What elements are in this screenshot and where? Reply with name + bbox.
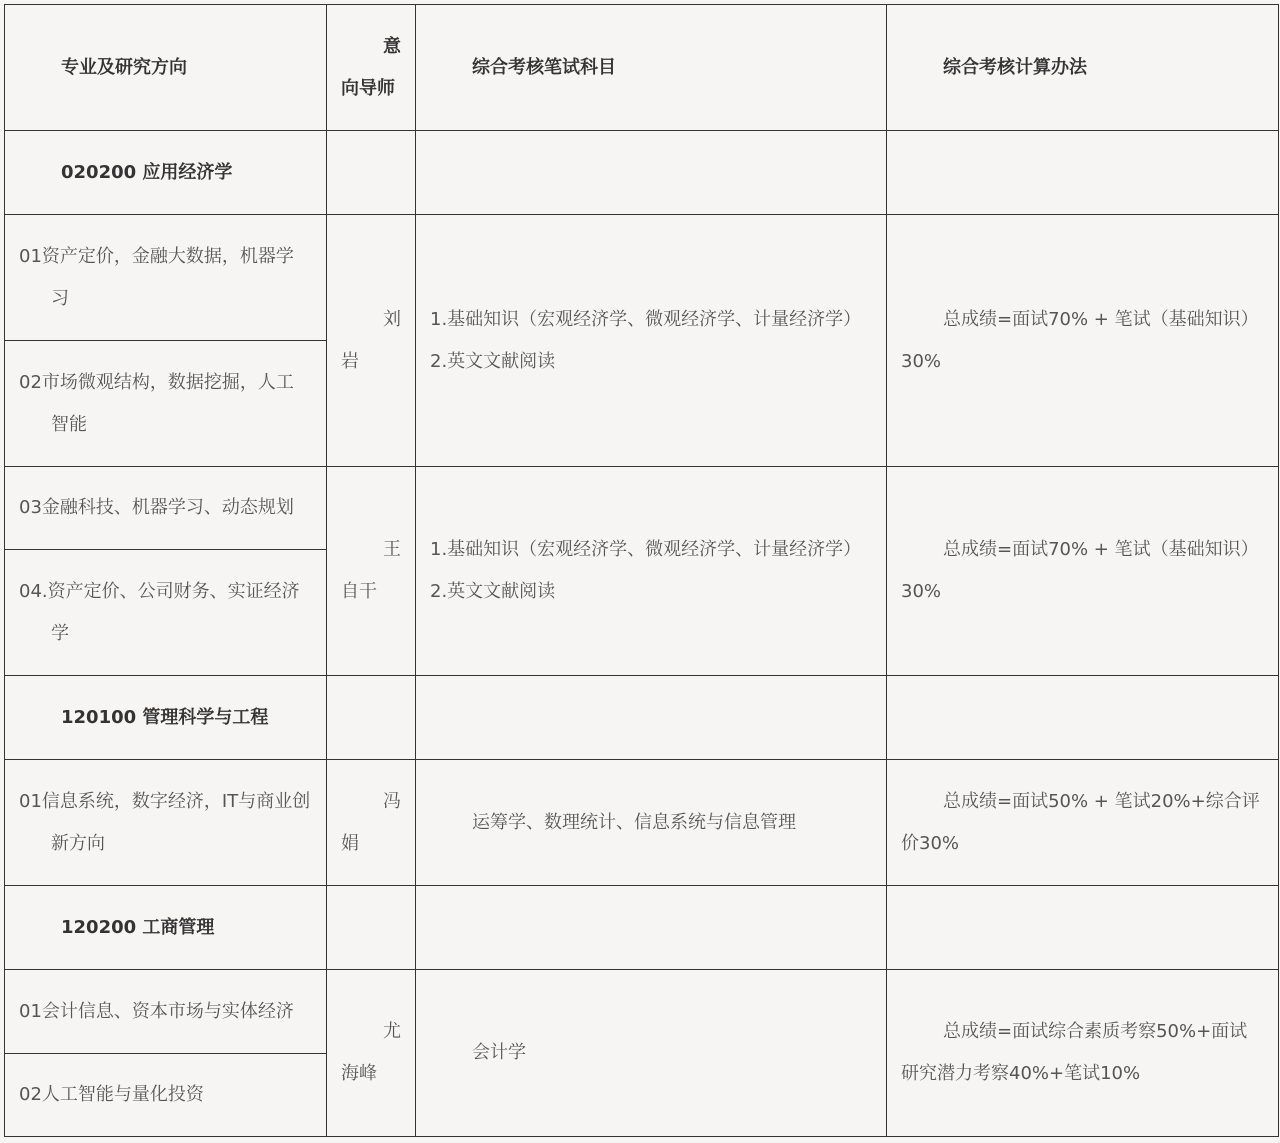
direction-text-cont: 学 bbox=[51, 622, 69, 644]
method-line2: 价30% bbox=[901, 832, 960, 854]
empty-cell bbox=[887, 676, 1279, 760]
direction-text-cont: 习 bbox=[51, 287, 69, 309]
empty-cell bbox=[416, 676, 887, 760]
direction-row bbox=[5, 467, 1279, 550]
direction-text: 02市场微观结构，数据挖掘，人工 bbox=[19, 371, 294, 393]
direction-row bbox=[5, 215, 1279, 341]
mentor-cell bbox=[327, 467, 416, 676]
header-mentor-line1: 意 bbox=[383, 35, 401, 57]
major-name: 120200 工商管理 bbox=[5, 886, 327, 970]
direction-text: 04.资产定价、公司财务、实证经济 bbox=[19, 580, 300, 602]
empty-cell bbox=[887, 131, 1279, 215]
direction-text: 01会计信息、资本市场与实体经济 bbox=[19, 1000, 294, 1022]
mentor-name-line2: 岩 bbox=[341, 350, 359, 372]
empty-cell bbox=[327, 676, 416, 760]
mentor-name-line1: 尤 bbox=[383, 1021, 401, 1042]
mentor-name-line1: 冯 bbox=[383, 790, 401, 812]
direction-text: 01资产定价，金融大数据，机器学 bbox=[19, 245, 294, 267]
direction-cell bbox=[5, 760, 327, 886]
exam-cell bbox=[416, 970, 887, 1137]
empty-cell bbox=[416, 131, 887, 215]
exam-line2: 2.英文文献阅读 bbox=[430, 350, 556, 372]
header-row bbox=[5, 5, 1279, 131]
major-name: 020200 应用经济学 bbox=[5, 131, 327, 215]
exam-line1: 运筹学、数理统计、信息系统与信息管理 bbox=[472, 811, 796, 833]
major-row bbox=[5, 886, 1279, 970]
exam-line2: 2.英文文献阅读 bbox=[430, 581, 556, 602]
exam-cell bbox=[416, 467, 887, 676]
header-exam: 综合考核笔试科目 bbox=[416, 5, 887, 131]
method-cell bbox=[887, 215, 1279, 467]
direction-text: 02人工智能与量化投资 bbox=[19, 1084, 204, 1105]
empty-cell bbox=[416, 886, 887, 970]
mentor-cell bbox=[327, 215, 416, 467]
method-line1: 总成绩=面试70% + 笔试（基础知识） bbox=[943, 539, 1259, 560]
direction-text: 01信息系统，数字经济，IT与商业创 bbox=[19, 790, 311, 812]
header-direction: 专业及研究方向 bbox=[5, 5, 327, 131]
direction-cell bbox=[5, 1054, 327, 1137]
method-line1: 总成绩=面试50% + 笔试20%+综合评 bbox=[943, 790, 1260, 812]
header-mentor bbox=[327, 5, 416, 131]
empty-cell bbox=[327, 886, 416, 970]
direction-row bbox=[5, 760, 1279, 886]
direction-text-cont: 智能 bbox=[51, 413, 87, 435]
major-row bbox=[5, 676, 1279, 760]
direction-cell bbox=[5, 467, 327, 550]
method-line1: 总成绩=面试70% + 笔试（基础知识） bbox=[943, 308, 1259, 330]
method-cell bbox=[887, 760, 1279, 886]
exam-cell bbox=[416, 760, 887, 886]
method-line2: 30% bbox=[901, 581, 942, 602]
mentor-cell bbox=[327, 970, 416, 1137]
method-cell bbox=[887, 467, 1279, 676]
exam-line1: 会计学 bbox=[472, 1042, 526, 1063]
empty-cell bbox=[887, 886, 1279, 970]
direction-text: 03金融科技、机器学习、动态规划 bbox=[19, 497, 294, 518]
direction-cell bbox=[5, 550, 327, 676]
mentor-cell bbox=[327, 760, 416, 886]
direction-cell bbox=[5, 341, 327, 467]
admission-table bbox=[4, 4, 1279, 1137]
mentor-name-line2: 自干 bbox=[341, 581, 377, 602]
mentor-name-line2: 海峰 bbox=[341, 1063, 377, 1084]
direction-text-cont: 新方向 bbox=[51, 832, 105, 854]
exam-line1: 1.基础知识（宏观经济学、微观经济学、计量经济学） bbox=[430, 308, 862, 330]
direction-cell bbox=[5, 970, 327, 1054]
mentor-name-line1: 刘 bbox=[383, 308, 401, 330]
method-cell bbox=[887, 970, 1279, 1137]
exam-cell bbox=[416, 215, 887, 467]
method-line1: 总成绩=面试综合素质考察50%+面试 bbox=[943, 1021, 1248, 1042]
header-mentor-line2: 向导师 bbox=[341, 77, 395, 99]
direction-row bbox=[5, 970, 1279, 1054]
method-line2: 研究潜力考察40%+笔试10% bbox=[901, 1063, 1141, 1084]
mentor-name-line1: 王 bbox=[383, 539, 401, 560]
major-name: 120100 管理科学与工程 bbox=[5, 676, 327, 760]
mentor-name-line2: 娟 bbox=[341, 832, 359, 854]
empty-cell bbox=[327, 131, 416, 215]
major-row bbox=[5, 131, 1279, 215]
direction-cell bbox=[5, 215, 327, 341]
header-method: 综合考核计算办法 bbox=[887, 5, 1279, 131]
method-line2: 30% bbox=[901, 350, 942, 372]
exam-line1: 1.基础知识（宏观经济学、微观经济学、计量经济学） bbox=[430, 539, 862, 560]
